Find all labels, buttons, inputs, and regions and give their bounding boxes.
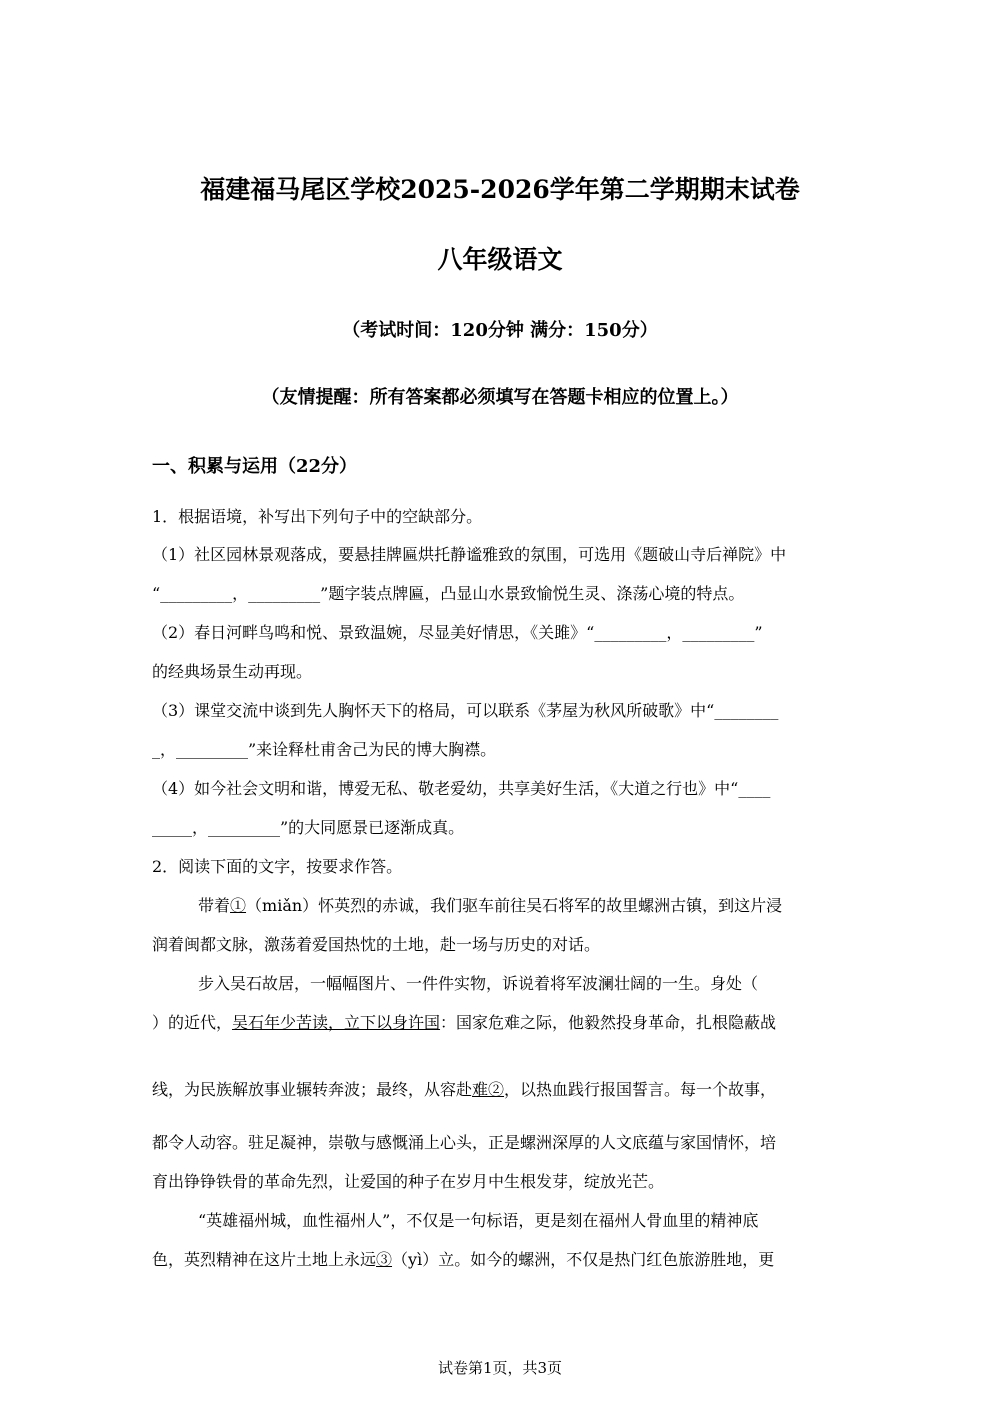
passage-text: （miǎn）怀英烈的赤诚，我们驱车前往吴石将军的故里螺洲古镇，到这片浸: [246, 896, 783, 915]
passage-text: ，以热血践行报国誓言。每一个故事，: [504, 1080, 777, 1099]
section-heading: 一、积累与运用（22分）: [152, 456, 358, 477]
passage-line: [152, 1013, 776, 1033]
passage-text: ：国家危难之际，他毅然投身革命，扎根隐蔽战: [440, 1013, 777, 1032]
blank-3: ③: [376, 1250, 393, 1269]
passage-text: 色，英烈精神在这片土地上永远: [152, 1250, 377, 1269]
passage-text: 线，为民族解放事业辗转奔波；最终，从容赴: [152, 1080, 473, 1099]
exam-title: 福建福马尾区学校2025-2026学年第二学期期末试卷: [200, 175, 800, 204]
question-1-part-1: （1）社区园林景观落成，要悬挂牌匾烘托静谧雅致的氛围，可选用《题破山寺后禅院》中: [152, 545, 787, 564]
blank-2: 难②: [472, 1080, 505, 1099]
question-2-stem: 2．阅读下面的文字，按要求作答。: [152, 857, 403, 876]
passage-text: 带着: [198, 896, 231, 915]
question-1-stem: 1．根据语境，补写出下列句子中的空缺部分。: [152, 507, 483, 526]
passage-line: [152, 1250, 774, 1270]
question-1-part-4: （4）如今社会文明和谐，博爱无私、敬老爱幼，共享美好生活，《大道之行也》中“____: [152, 779, 771, 798]
passage-line: [198, 896, 782, 916]
reminder: （友情提醒：所有答案都必须填写在答题卡相应的位置上。）: [261, 387, 739, 408]
passage-text: ）的近代，: [152, 1013, 233, 1032]
exam-info: （考试时间：120分钟 满分：150分）: [342, 320, 658, 341]
passage-line: 润着闽都文脉，激荡着爱国热忱的土地，赴一场与历史的对话。: [152, 935, 601, 954]
question-1-part-3-cont: _，_________”来诠释杜甫舍己为民的博大胸襟。: [152, 740, 497, 759]
question-1-part-4-cont: _____，_________”的大同愿景已逐渐成真。: [152, 818, 465, 837]
question-1-part-2-cont: 的经典场景生动再现。: [152, 662, 313, 681]
passage-line: 步入吴石故居，一幅幅图片、一件件实物，诉说着将军波澜壮阔的一生。身处（: [198, 974, 759, 993]
subject-title: 八年级语文: [437, 245, 563, 274]
passage-line: “英雄福州城，血性福州人”，不仅是一句标语，更是刻在福州人骨血里的精神底: [198, 1211, 759, 1230]
passage-text: （yì）立。如今的螺洲，不仅是热门红色旅游胜地，更: [392, 1250, 775, 1269]
passage-line: 都令人动容。驻足凝神，崇敬与感慨涌上心头，正是螺洲深厚的人文底蕴与家国情怀，培: [152, 1133, 777, 1152]
underlined-sentence: 吴石年少苦读，立下以身许国: [232, 1013, 441, 1032]
question-1-part-2: （2）春日河畔鸟鸣和悦、景致温婉，尽显美好情思，《关雎》“_________，_________”: [152, 623, 763, 642]
passage-line: [152, 1080, 776, 1100]
question-1-part-1-cont: “_________，_________”题字装点牌匾，凸显山水景致愉悦生灵、涤荡心境的特点。: [152, 584, 745, 603]
question-1-part-3: （3）课堂交流中谈到先人胸怀天下的格局，可以联系《茅屋为秋风所破歌》中“________: [152, 701, 779, 720]
blank-1: ①: [230, 896, 247, 915]
page-footer: 试卷第1页，共3页: [437, 1359, 563, 1377]
passage-line: 育出铮铮铁骨的革命先烈，让爱国的种子在岁月中生根发芽，绽放光芒。: [152, 1172, 665, 1191]
